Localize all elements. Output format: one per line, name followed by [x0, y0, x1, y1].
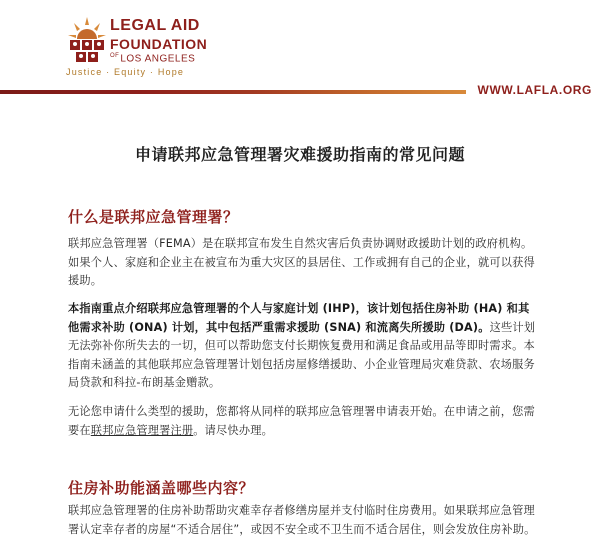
fema-registration-link[interactable]: 联邦应急管理署注册 — [90, 423, 194, 437]
logo-line-legal-aid: LEGAL AID — [110, 17, 200, 34]
logo-los-angeles: LOS ANGELES — [120, 53, 196, 65]
paragraph: 联邦应急管理署（FEMA）是在联邦宣布发生自然灾害后负责协调财政援助计划的政府机构。如果个人、家庭和企业主在被宣布为重大灾区的县居住、工作或拥有自己的企业，就可以获得援助。 — [68, 237, 535, 287]
lafla-logo[interactable] — [66, 15, 226, 81]
sun-and-people-emblem-icon — [66, 15, 108, 65]
section-what-is-fema-paragraph-2 — [68, 300, 538, 393]
header-divider-bar — [0, 90, 466, 94]
logo-tagline: Justice · Equity · Hope — [66, 67, 185, 77]
section-housing-assistance-paragraph-1 — [68, 502, 538, 539]
section-what-is-fema-paragraph-3 — [68, 403, 538, 440]
paragraph-text-before-link: 无论您申请什么类型的援助，您都将从同样的联邦应急管理署申请表开始。在申请之前，您需要在 — [68, 405, 535, 437]
website-link[interactable]: WWW.LAFLA.ORG — [477, 83, 592, 97]
logo-line-foundation: FOUNDATION — [110, 36, 208, 52]
section-heading: 什么是联邦应急管理署？ — [68, 208, 239, 226]
section-heading: 住房补助能涵盖哪些内容？ — [68, 479, 255, 497]
paragraph-body: 这些计划无法弥补你所失去的一切，但可以帮助您支付长期恢复费用和满足食品或用品等即时需求。本指南未涵盖的其他联邦应急管理署计划包括房屋修缮援助、小企业管理局灾难贷款、农场服务局贷款和科拉-布朗基金赠款。 — [68, 320, 536, 389]
section-housing-assistance — [68, 477, 538, 498]
section-what-is-fema-paragraph-1 — [68, 235, 538, 291]
paragraph-bold-lead: 本指南重点介绍联邦应急管理署的个人与家庭计划 (IHP)，该计划包括住房补助 (HA) 和其他需求补助 (ONA) 计划，其中包括严重需求援助 (SNA) 和流离失所援助 (DA)。 — [68, 302, 530, 334]
document-title: 申请联邦应急管理署灾难援助指南的常见问题 — [134, 145, 465, 164]
paragraph-text-after-link: 。请尽快办理。 — [193, 423, 273, 437]
paragraph — [68, 300, 538, 393]
logo-line-los-angeles — [110, 53, 195, 64]
page-header — [0, 0, 600, 100]
paragraph — [68, 403, 538, 440]
paragraph: 联邦应急管理署的住房补助帮助灾难幸存者修缮房屋并支付临时住房费用。如果联邦应急管理署认定幸存者的房屋“不适合居住”，或因不安全或不卫生而不适合居住，则会发放住房补助。 — [68, 504, 536, 536]
logo-of: OF — [110, 53, 120, 59]
section-what-is-fema — [68, 206, 538, 227]
